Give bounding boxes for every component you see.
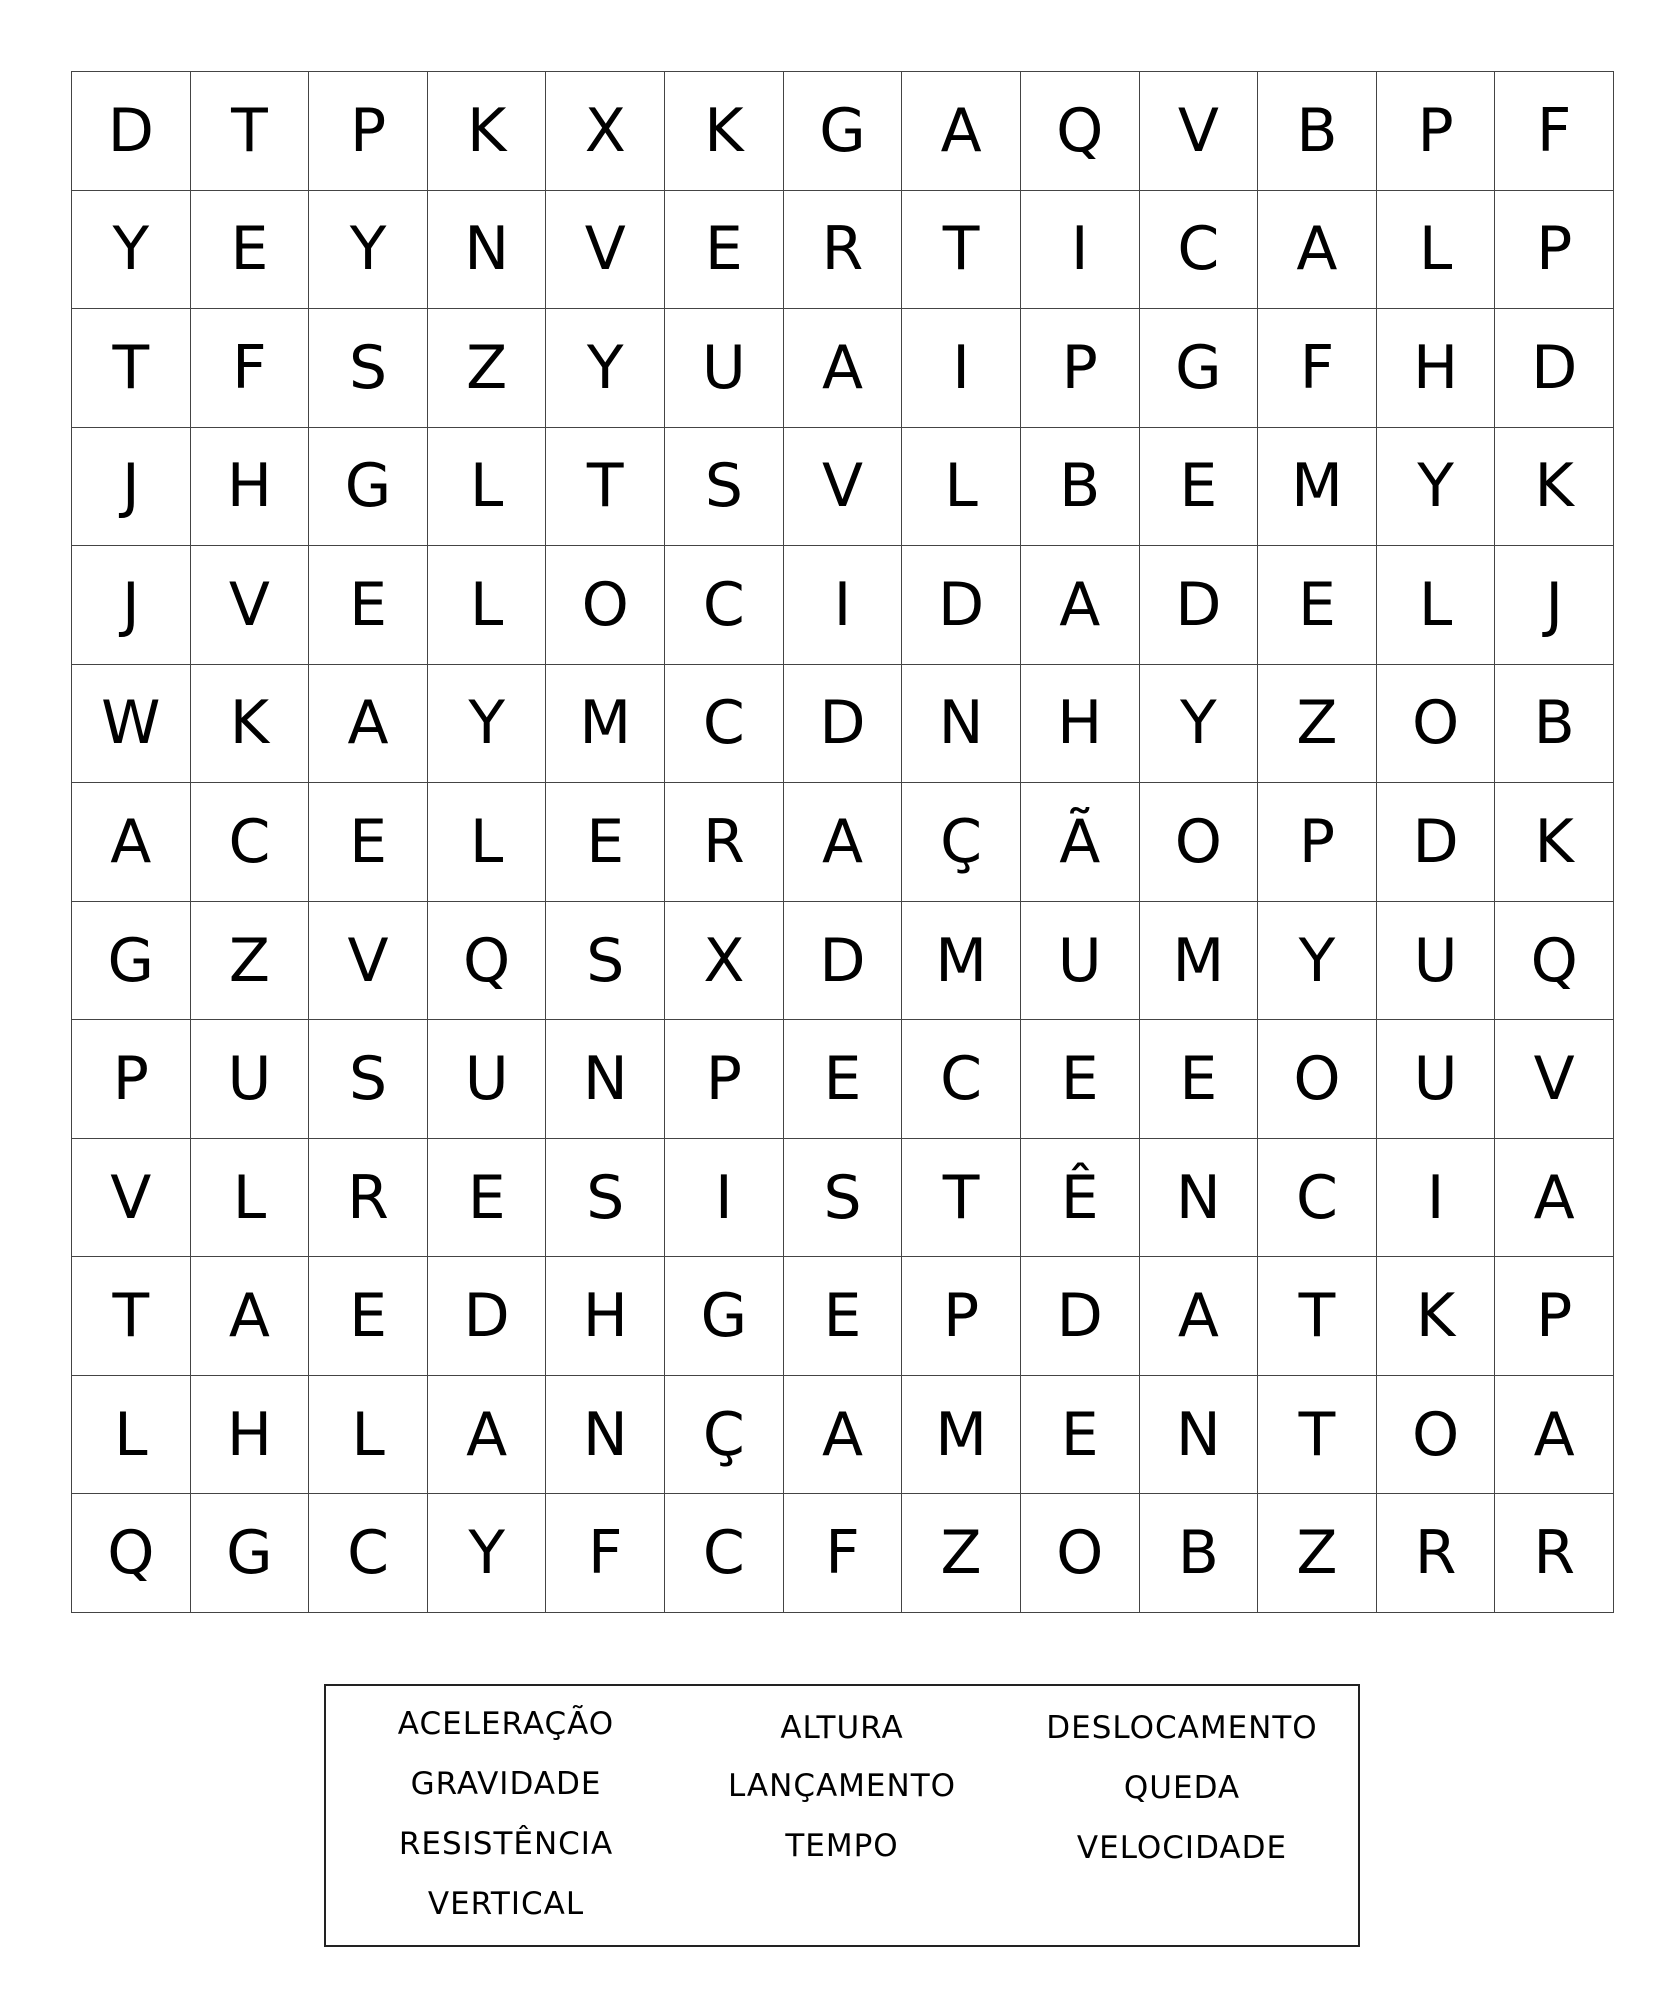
grid-cell[interactable]: N xyxy=(546,1020,665,1139)
grid-cell[interactable]: F xyxy=(1495,72,1614,191)
word-list-column-1 xyxy=(356,1686,656,1965)
grid-cell[interactable]: J xyxy=(72,546,191,665)
grid-cell[interactable]: K xyxy=(665,72,784,191)
grid-cell[interactable]: N xyxy=(428,191,547,310)
grid-cell[interactable]: U xyxy=(665,309,784,428)
word-list-item: LANÇAMENTO xyxy=(727,1768,957,1804)
grid-cell[interactable]: I xyxy=(784,546,903,665)
grid-cell[interactable]: K xyxy=(428,72,547,191)
grid-cell[interactable]: C xyxy=(665,1494,784,1613)
word-list-item: RESISTÊNCIA xyxy=(398,1826,614,1862)
grid-cell[interactable]: P xyxy=(1258,783,1377,902)
grid-cell[interactable]: T xyxy=(902,1139,1021,1258)
grid-cell[interactable]: S xyxy=(309,1020,428,1139)
grid-cell[interactable]: D xyxy=(72,72,191,191)
grid-cell[interactable]: R xyxy=(784,191,903,310)
grid-cell[interactable]: G xyxy=(784,72,903,191)
grid-cell[interactable]: A xyxy=(309,665,428,784)
grid-cell[interactable]: D xyxy=(428,1257,547,1376)
grid-cell[interactable]: T xyxy=(1258,1376,1377,1495)
grid-cell[interactable]: T xyxy=(191,72,310,191)
grid-cell[interactable]: V xyxy=(309,902,428,1021)
grid-cell[interactable]: S xyxy=(665,428,784,547)
grid-cell[interactable]: V xyxy=(1140,72,1259,191)
grid-cell[interactable]: G xyxy=(72,902,191,1021)
word-list-column-2 xyxy=(692,1686,992,1969)
grid-cell[interactable]: M xyxy=(546,665,665,784)
grid-cell[interactable]: A xyxy=(72,783,191,902)
grid-cell[interactable]: B xyxy=(1258,72,1377,191)
grid-cell[interactable]: P xyxy=(309,72,428,191)
grid-cell[interactable]: N xyxy=(546,1376,665,1495)
grid-cell[interactable]: F xyxy=(784,1494,903,1613)
grid-cell[interactable]: B xyxy=(1021,428,1140,547)
word-list-item: ALTURA xyxy=(780,1710,904,1746)
grid-cell[interactable]: K xyxy=(1495,428,1614,547)
grid-cell[interactable]: H xyxy=(191,428,310,547)
grid-cell[interactable]: C xyxy=(665,546,784,665)
grid-cell[interactable]: A xyxy=(784,1376,903,1495)
grid-cell[interactable]: Q xyxy=(1495,902,1614,1021)
grid-cell[interactable]: E xyxy=(1140,1020,1259,1139)
grid-cell[interactable]: O xyxy=(1377,665,1496,784)
grid-cell[interactable]: L xyxy=(428,546,547,665)
grid-cell[interactable]: R xyxy=(1377,1494,1496,1613)
grid-cell[interactable]: E xyxy=(784,1020,903,1139)
grid-cell[interactable]: F xyxy=(546,1494,665,1613)
grid-cell[interactable]: I xyxy=(1377,1139,1496,1258)
grid-cell[interactable]: X xyxy=(546,72,665,191)
grid-cell[interactable]: V xyxy=(784,428,903,547)
grid-cell[interactable]: L xyxy=(428,428,547,547)
grid-cell[interactable]: M xyxy=(1258,428,1377,547)
grid-cell[interactable]: Y xyxy=(1377,428,1496,547)
grid-cell[interactable]: Z xyxy=(428,309,547,428)
grid-cell[interactable]: N xyxy=(1140,1139,1259,1258)
grid-cell[interactable]: V xyxy=(1495,1020,1614,1139)
grid-cell[interactable]: W xyxy=(72,665,191,784)
grid-cell[interactable]: Q xyxy=(72,1494,191,1613)
grid-cell[interactable]: H xyxy=(1021,665,1140,784)
grid-cell[interactable]: E xyxy=(191,191,310,310)
grid-cell[interactable]: J xyxy=(72,428,191,547)
word-list-item: QUEDA xyxy=(1123,1770,1241,1806)
word-list-column-3 xyxy=(1032,1686,1332,1969)
grid-cell[interactable]: C xyxy=(1258,1139,1377,1258)
grid-cell[interactable]: E xyxy=(309,783,428,902)
grid-cell[interactable]: I xyxy=(1021,191,1140,310)
grid-cell[interactable]: D xyxy=(1377,783,1496,902)
grid-cell[interactable]: R xyxy=(309,1139,428,1258)
grid-cell[interactable]: K xyxy=(1495,783,1614,902)
grid-cell[interactable]: E xyxy=(546,783,665,902)
grid-cell[interactable]: L xyxy=(428,783,547,902)
grid-cell[interactable]: Ç xyxy=(665,1376,784,1495)
grid-cell[interactable]: Z xyxy=(902,1494,1021,1613)
grid-cell[interactable]: M xyxy=(902,902,1021,1021)
grid-cell[interactable]: H xyxy=(1377,309,1496,428)
grid-cell[interactable]: C xyxy=(665,665,784,784)
grid-cell[interactable]: E xyxy=(1021,1020,1140,1139)
grid-cell[interactable]: U xyxy=(1021,902,1140,1021)
grid-cell[interactable]: K xyxy=(1377,1257,1496,1376)
grid-cell[interactable]: Y xyxy=(428,665,547,784)
grid-cell[interactable]: T xyxy=(72,1257,191,1376)
grid-cell[interactable]: L xyxy=(1377,546,1496,665)
grid-cell[interactable]: V xyxy=(191,546,310,665)
grid-cell[interactable]: A xyxy=(1140,1257,1259,1376)
grid-cell[interactable]: Ê xyxy=(1021,1139,1140,1258)
grid-cell[interactable]: K xyxy=(191,665,310,784)
grid-cell[interactable]: E xyxy=(428,1139,547,1258)
word-list-item: TEMPO xyxy=(785,1828,899,1864)
grid-cell[interactable]: U xyxy=(191,1020,310,1139)
grid-cell[interactable]: B xyxy=(1495,665,1614,784)
grid-cell[interactable]: L xyxy=(72,1376,191,1495)
grid-cell[interactable]: R xyxy=(665,783,784,902)
grid-cell[interactable]: T xyxy=(1258,1257,1377,1376)
grid-cell[interactable]: E xyxy=(665,191,784,310)
grid-cell[interactable]: D xyxy=(1495,309,1614,428)
grid-cell[interactable]: Y xyxy=(309,191,428,310)
grid-cell[interactable]: Y xyxy=(1258,902,1377,1021)
grid-cell[interactable]: H xyxy=(546,1257,665,1376)
grid-cell[interactable]: I xyxy=(665,1139,784,1258)
grid-cell[interactable]: G xyxy=(1140,309,1259,428)
grid-cell[interactable]: P xyxy=(1377,72,1496,191)
grid-cell[interactable]: G xyxy=(309,428,428,547)
grid-cell[interactable]: L xyxy=(902,428,1021,547)
grid-cell[interactable]: X xyxy=(665,902,784,1021)
grid-cell[interactable]: Y xyxy=(546,309,665,428)
grid-cell[interactable]: Q xyxy=(428,902,547,1021)
grid-cell[interactable]: T xyxy=(72,309,191,428)
grid-cell[interactable]: J xyxy=(1495,546,1614,665)
grid-cell[interactable]: A xyxy=(902,72,1021,191)
grid-cell[interactable]: Y xyxy=(428,1494,547,1613)
grid-cell[interactable]: P xyxy=(1495,1257,1614,1376)
grid-cell[interactable]: C xyxy=(1140,191,1259,310)
grid-cell[interactable]: U xyxy=(428,1020,547,1139)
grid-cell[interactable]: A xyxy=(1495,1376,1614,1495)
grid-cell[interactable]: A xyxy=(784,309,903,428)
grid-cell[interactable]: N xyxy=(1140,1376,1259,1495)
grid-cell[interactable]: A xyxy=(1495,1139,1614,1258)
grid-cell[interactable]: O xyxy=(546,546,665,665)
grid-cell[interactable]: M xyxy=(1140,902,1259,1021)
grid-cell[interactable]: R xyxy=(1495,1494,1614,1613)
grid-cell[interactable]: S xyxy=(546,1139,665,1258)
grid-cell[interactable]: E xyxy=(784,1257,903,1376)
grid-cell[interactable]: I xyxy=(902,309,1021,428)
grid-cell[interactable]: U xyxy=(1377,1020,1496,1139)
grid-cell[interactable]: U xyxy=(1377,902,1496,1021)
grid-cell[interactable]: T xyxy=(546,428,665,547)
grid-cell[interactable]: C xyxy=(309,1494,428,1613)
grid-cell[interactable]: O xyxy=(1140,783,1259,902)
grid-cell[interactable]: Ç xyxy=(902,783,1021,902)
grid-cell[interactable]: S xyxy=(784,1139,903,1258)
grid-cell[interactable]: G xyxy=(191,1494,310,1613)
grid-cell[interactable]: F xyxy=(191,309,310,428)
grid-cell[interactable]: P xyxy=(1495,191,1614,310)
grid-cell[interactable]: C xyxy=(902,1020,1021,1139)
grid-cell[interactable]: P xyxy=(665,1020,784,1139)
grid-cell[interactable]: A xyxy=(784,783,903,902)
grid-cell[interactable]: M xyxy=(902,1376,1021,1495)
grid-cell[interactable]: H xyxy=(191,1376,310,1495)
letter-grid xyxy=(71,71,1614,1613)
grid-cell[interactable]: A xyxy=(428,1376,547,1495)
grid-cell[interactable]: L xyxy=(309,1376,428,1495)
grid-cell[interactable]: Z xyxy=(1258,665,1377,784)
grid-cell[interactable]: S xyxy=(309,309,428,428)
grid-cell[interactable]: O xyxy=(1377,1376,1496,1495)
grid-cell[interactable]: E xyxy=(309,1257,428,1376)
grid-cell[interactable]: G xyxy=(665,1257,784,1376)
grid-cell[interactable]: L xyxy=(191,1139,310,1258)
grid-cell[interactable]: D xyxy=(784,665,903,784)
grid-cell[interactable]: A xyxy=(1021,546,1140,665)
grid-cell[interactable]: Ã xyxy=(1021,783,1140,902)
grid-cell[interactable]: E xyxy=(1258,546,1377,665)
word-list xyxy=(324,1684,1360,1947)
word-list-item: DESLOCAMENTO xyxy=(1046,1710,1318,1746)
grid-cell[interactable]: L xyxy=(1377,191,1496,310)
grid-cell[interactable]: A xyxy=(1258,191,1377,310)
word-list-item: GRAVIDADE xyxy=(410,1766,602,1802)
grid-cell[interactable]: Z xyxy=(191,902,310,1021)
grid-cell[interactable]: V xyxy=(546,191,665,310)
grid-cell[interactable]: Y xyxy=(1140,665,1259,784)
grid-cell[interactable]: C xyxy=(191,783,310,902)
grid-cell[interactable]: N xyxy=(902,665,1021,784)
grid-cell[interactable]: Y xyxy=(72,191,191,310)
grid-cell[interactable]: O xyxy=(1021,1494,1140,1613)
grid-cell[interactable]: E xyxy=(309,546,428,665)
grid-cell[interactable]: D xyxy=(1021,1257,1140,1376)
grid-cell[interactable]: P xyxy=(1021,309,1140,428)
grid-cell[interactable]: E xyxy=(1021,1376,1140,1495)
grid-cell[interactable]: P xyxy=(902,1257,1021,1376)
grid-cell[interactable]: D xyxy=(1140,546,1259,665)
grid-cell[interactable]: P xyxy=(72,1020,191,1139)
grid-cell[interactable]: F xyxy=(1258,309,1377,428)
grid-cell[interactable]: V xyxy=(72,1139,191,1258)
grid-cell[interactable]: Q xyxy=(1021,72,1140,191)
grid-cell[interactable]: T xyxy=(902,191,1021,310)
word-list-item: VERTICAL xyxy=(427,1886,585,1922)
grid-cell[interactable]: E xyxy=(1140,428,1259,547)
grid-cell[interactable]: D xyxy=(784,902,903,1021)
grid-cell[interactable]: A xyxy=(191,1257,310,1376)
word-list-item: VELOCIDADE xyxy=(1076,1830,1288,1866)
word-list-item: ACELERAÇÃO xyxy=(397,1706,615,1742)
grid-cell[interactable]: S xyxy=(546,902,665,1021)
grid-cell[interactable]: D xyxy=(902,546,1021,665)
grid-cell[interactable]: B xyxy=(1140,1494,1259,1613)
grid-cell[interactable]: Z xyxy=(1258,1494,1377,1613)
grid-cell[interactable]: O xyxy=(1258,1020,1377,1139)
